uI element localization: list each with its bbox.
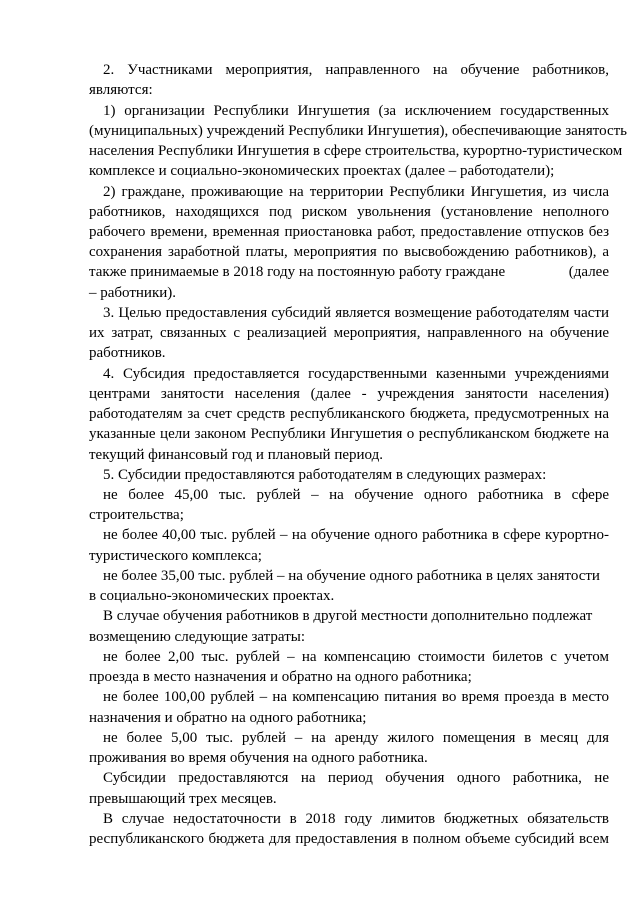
text-line: в социально-экономических проектах. <box>89 588 335 604</box>
text-line: населения Республики Ингушетия в сфере строительства, курортно-туристическом <box>89 143 623 159</box>
text-line: работников, находящихся под риском увольнения (установление неполного <box>89 204 609 220</box>
text-line: 2) граждане, проживающие на территории Республики Ингушетия, из числа <box>103 184 609 200</box>
text-line: не более 5,00 тыс. рублей – на аренду жилого помещения в месяц для <box>103 730 609 746</box>
text-line: рабочего времени, временная приостановка работ, предоставление отпусков без <box>89 224 609 240</box>
text-line: (муниципальных) учреждений Республики Ингушетия), обеспечивающие занятость <box>89 123 628 139</box>
text-line: возмещению следующие затраты: <box>89 629 305 645</box>
text-line: текущий финансовый год и плановый период. <box>89 447 384 463</box>
text-line: не более 45,00 тыс. рублей – на обучение одного работника в сфере <box>103 487 609 503</box>
text-line: центрами занятости населения (далее - учреждения занятости населения) <box>89 386 609 402</box>
text-line <box>89 262 609 282</box>
text-line: превышающий трех месяцев. <box>89 791 277 807</box>
text-line: республиканского бюджета для предоставления в полном объеме субсидий всем <box>89 831 609 847</box>
text-line: В случае обучения работников в другой местности дополнительно подлежат <box>103 608 593 624</box>
text-line: 3. Целью предоставления субсидий является возмещение работодателям части <box>103 305 609 321</box>
text-line: комплексе и социально-экономических проектах (далее – работодатели); <box>89 163 555 179</box>
text-line-main: также принимаемые в 2018 году на постоянную работу граждане <box>89 264 506 280</box>
text-line: 5. Субсидии предоставляются работодателям в следующих размерах: <box>103 467 547 483</box>
text-line: строительства; <box>89 507 184 523</box>
text-line: не более 100,00 рублей – на компенсацию питания во время проезда в место <box>103 689 609 705</box>
text-line: 2. Участниками мероприятия, направленного на обучение работников, <box>103 62 609 78</box>
text-line: Субсидии предоставляются на период обучения одного работника, не <box>103 770 609 786</box>
text-line: 1) организации Республики Ингушетия (за исключением государственных <box>103 103 609 119</box>
text-line: не более 40,00 тыс. рублей – на обучение одного работника в сфере курортно- <box>103 527 609 543</box>
text-line: работников. <box>89 345 166 361</box>
text-line: проживания во время обучения на одного работника. <box>89 750 428 766</box>
text-line: назначения и обратно на одного работника; <box>89 710 367 726</box>
text-line: проезда в место назначения и обратно на одного работника; <box>89 669 472 685</box>
text-line: указанные цели законом Республики Ингушетия о республиканском бюджете на <box>89 426 609 442</box>
text-line: сохранения заработной платы, мероприятия по высвобождению работников), а <box>89 244 609 260</box>
text-line: их затрат, связанных с реализацией мероприятия, направленного на обучение <box>89 325 609 341</box>
text-line: работодателям за счет средств республиканского бюджета, предусмотренных на <box>89 406 609 422</box>
text-line: не более 2,00 тыс. рублей – на компенсацию стоимости билетов с учетом <box>103 649 609 665</box>
text-line: не более 35,00 тыс. рублей – на обучение одного работника в целях занятости <box>103 568 600 584</box>
text-line: В случае недостаточности в 2018 году лимитов бюджетных обязательств <box>103 811 609 827</box>
text-line: 4. Субсидия предоставляется государственными казенными учреждениями <box>103 366 609 382</box>
text-line: туристического комплекса; <box>89 548 262 564</box>
text-line-tail: (далее <box>568 264 609 280</box>
text-line: являются: <box>89 82 153 98</box>
text-line: – работники). <box>89 285 177 301</box>
